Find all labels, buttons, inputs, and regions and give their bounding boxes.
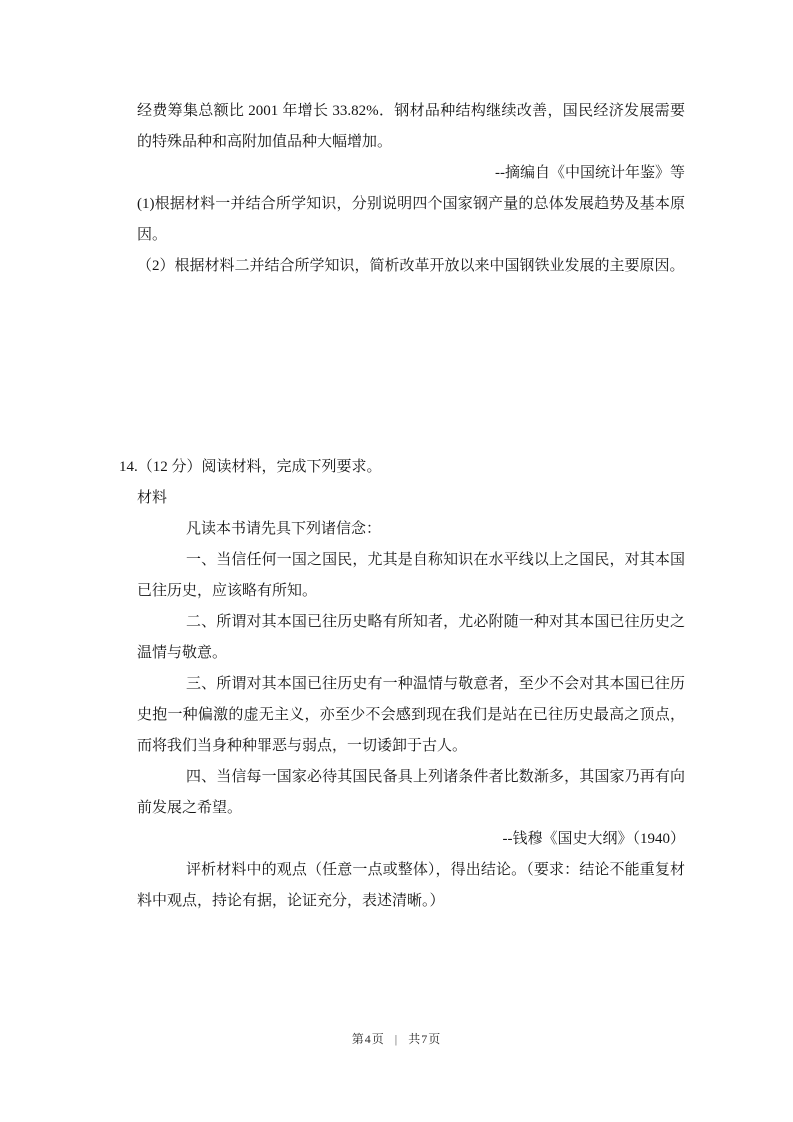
material-item-1: 一、当信任何一国之国民，尤其是自称知识在水平线以上之国民，对其本国已往历史，应该略有所知。 — [137, 552, 685, 599]
footer-current-page: 第4页 — [351, 1032, 385, 1046]
question-13-part-2: （2）根据材料二并结合所学知识，简析改革开放以来中国钢铁业发展的主要原因。 — [137, 258, 685, 274]
continuation-paragraph: 经费筹集总额比 2001 年增长 33.82%．钢材品种结构继续改善，国民经济发展需要的特殊品种和高附加值品种大幅增加。 — [137, 103, 685, 150]
question-14-header: 14.（12 分）阅读材料，完成下列要求。 — [119, 459, 382, 475]
material-label: 材料 — [137, 490, 168, 506]
footer-separator: | — [394, 1032, 399, 1046]
question-13-part-1: (1)根据材料一并结合所学知识，分别说明四个国家钢产量的总体发展趋势及基本原因。 — [137, 196, 685, 243]
page-content — [119, 96, 685, 917]
material-intro: 凡读本书请先具下列诸信念： — [186, 521, 382, 537]
footer-total-pages: 共7页 — [408, 1032, 442, 1046]
material-item-4: 四、当信每一国家必待其国民备具上列诸条件者比数渐多，其国家乃再有向前发展之希望。 — [137, 769, 685, 816]
material-item-3: 三、所谓对其本国已往历史有一种温情与敬意者，至少不会对其本国已往历史抱一种偏激的虚无主义，亦至少不会感到现在我们是站在已往历史最高之顶点，而将我们当身种种罪恶与弱点，一切诿卸于古人。 — [137, 676, 685, 754]
material-item-2: 二、所谓对其本国已往历史略有所知者，尤必附随一种对其本国已往历史之温情与敬意。 — [137, 614, 685, 661]
question-14-task: 评析材料中的观点（任意一点或整体），得出结论。（要求：结论不能重复材料中观点，持论有据，论证充分，表述清晰。） — [137, 862, 685, 909]
source-citation-guoshi-dagang: --钱穆《国史大纲》（1940） — [502, 831, 685, 847]
source-citation-statistics-yearbook: --摘编自《中国统计年鉴》等 — [495, 165, 685, 181]
page-footer — [0, 1030, 793, 1047]
